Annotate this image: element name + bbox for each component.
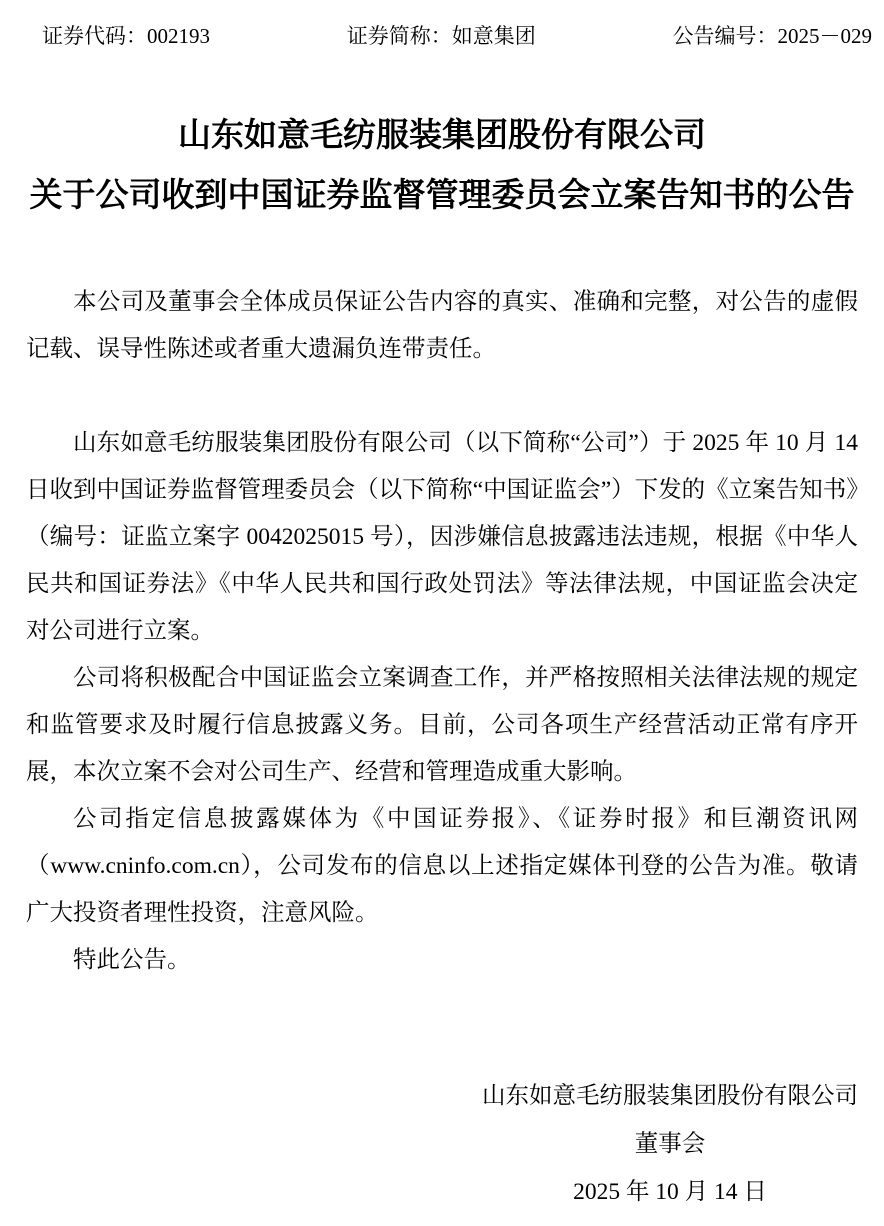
announcement-number: 公告编号：2025－029 [672, 24, 872, 48]
media-disclosure-paragraph: 公司指定信息披露媒体为《中国证券报》、《证券时报》和巨潮资讯网（www.cninfo.com.cn），公司发布的信息以上述指定媒体刊登的公告为准。敬请广大投资者理性投资，注意风险。 [26, 806, 858, 926]
title-company-line: 山东如意毛纺服装集团股份有限公司 [178, 118, 706, 154]
stock-abbr: 证券简称：如意集团 [346, 24, 536, 48]
signature-block [26, 1072, 858, 1216]
signature-date: 2025 年 10 月 14 日 [573, 1179, 767, 1205]
document-body [26, 279, 858, 984]
filing-notice-paragraph: 山东如意毛纺服装集团股份有限公司（以下简称“公司”）于 2025 年 10 月 14 日收到中国证券监督管理委员会（以下简称“中国证监会”）下发的《立案告知书》（编号：证监立案字 0042025015 号），因涉嫌信息披露违法违规，根据《中华人民共和国证券法》《中华人民共和国行政处罚法》等法律法规，中国证监会决定对公司进行立案。 [26, 430, 858, 644]
signature-signer: 董事会 [634, 1131, 706, 1157]
stock-code: 证券代码：002193 [42, 24, 210, 48]
disclaimer-paragraph: 本公司及董事会全体成员保证公告内容的真实、准确和完整，对公告的虚假记载、误导性陈述或者重大遗漏负连带责任。 [26, 289, 858, 362]
closing-line: 特此公告。 [73, 947, 191, 973]
document-title [26, 106, 858, 226]
title-subject-line: 关于公司收到中国证券监督管理委员会立案告知书的公告 [29, 178, 855, 214]
signature-inner [482, 1072, 858, 1216]
signature-company: 山东如意毛纺服装集团股份有限公司 [482, 1083, 858, 1109]
document-header [42, 22, 872, 50]
cooperation-paragraph: 公司将积极配合中国证监会立案调查工作，并严格按照相关法律法规的规定和监管要求及时履行信息披露义务。目前，公司各项生产经营活动正常有序开展，本次立案不会对公司生产、经营和管理造成重大影响。 [26, 665, 858, 785]
